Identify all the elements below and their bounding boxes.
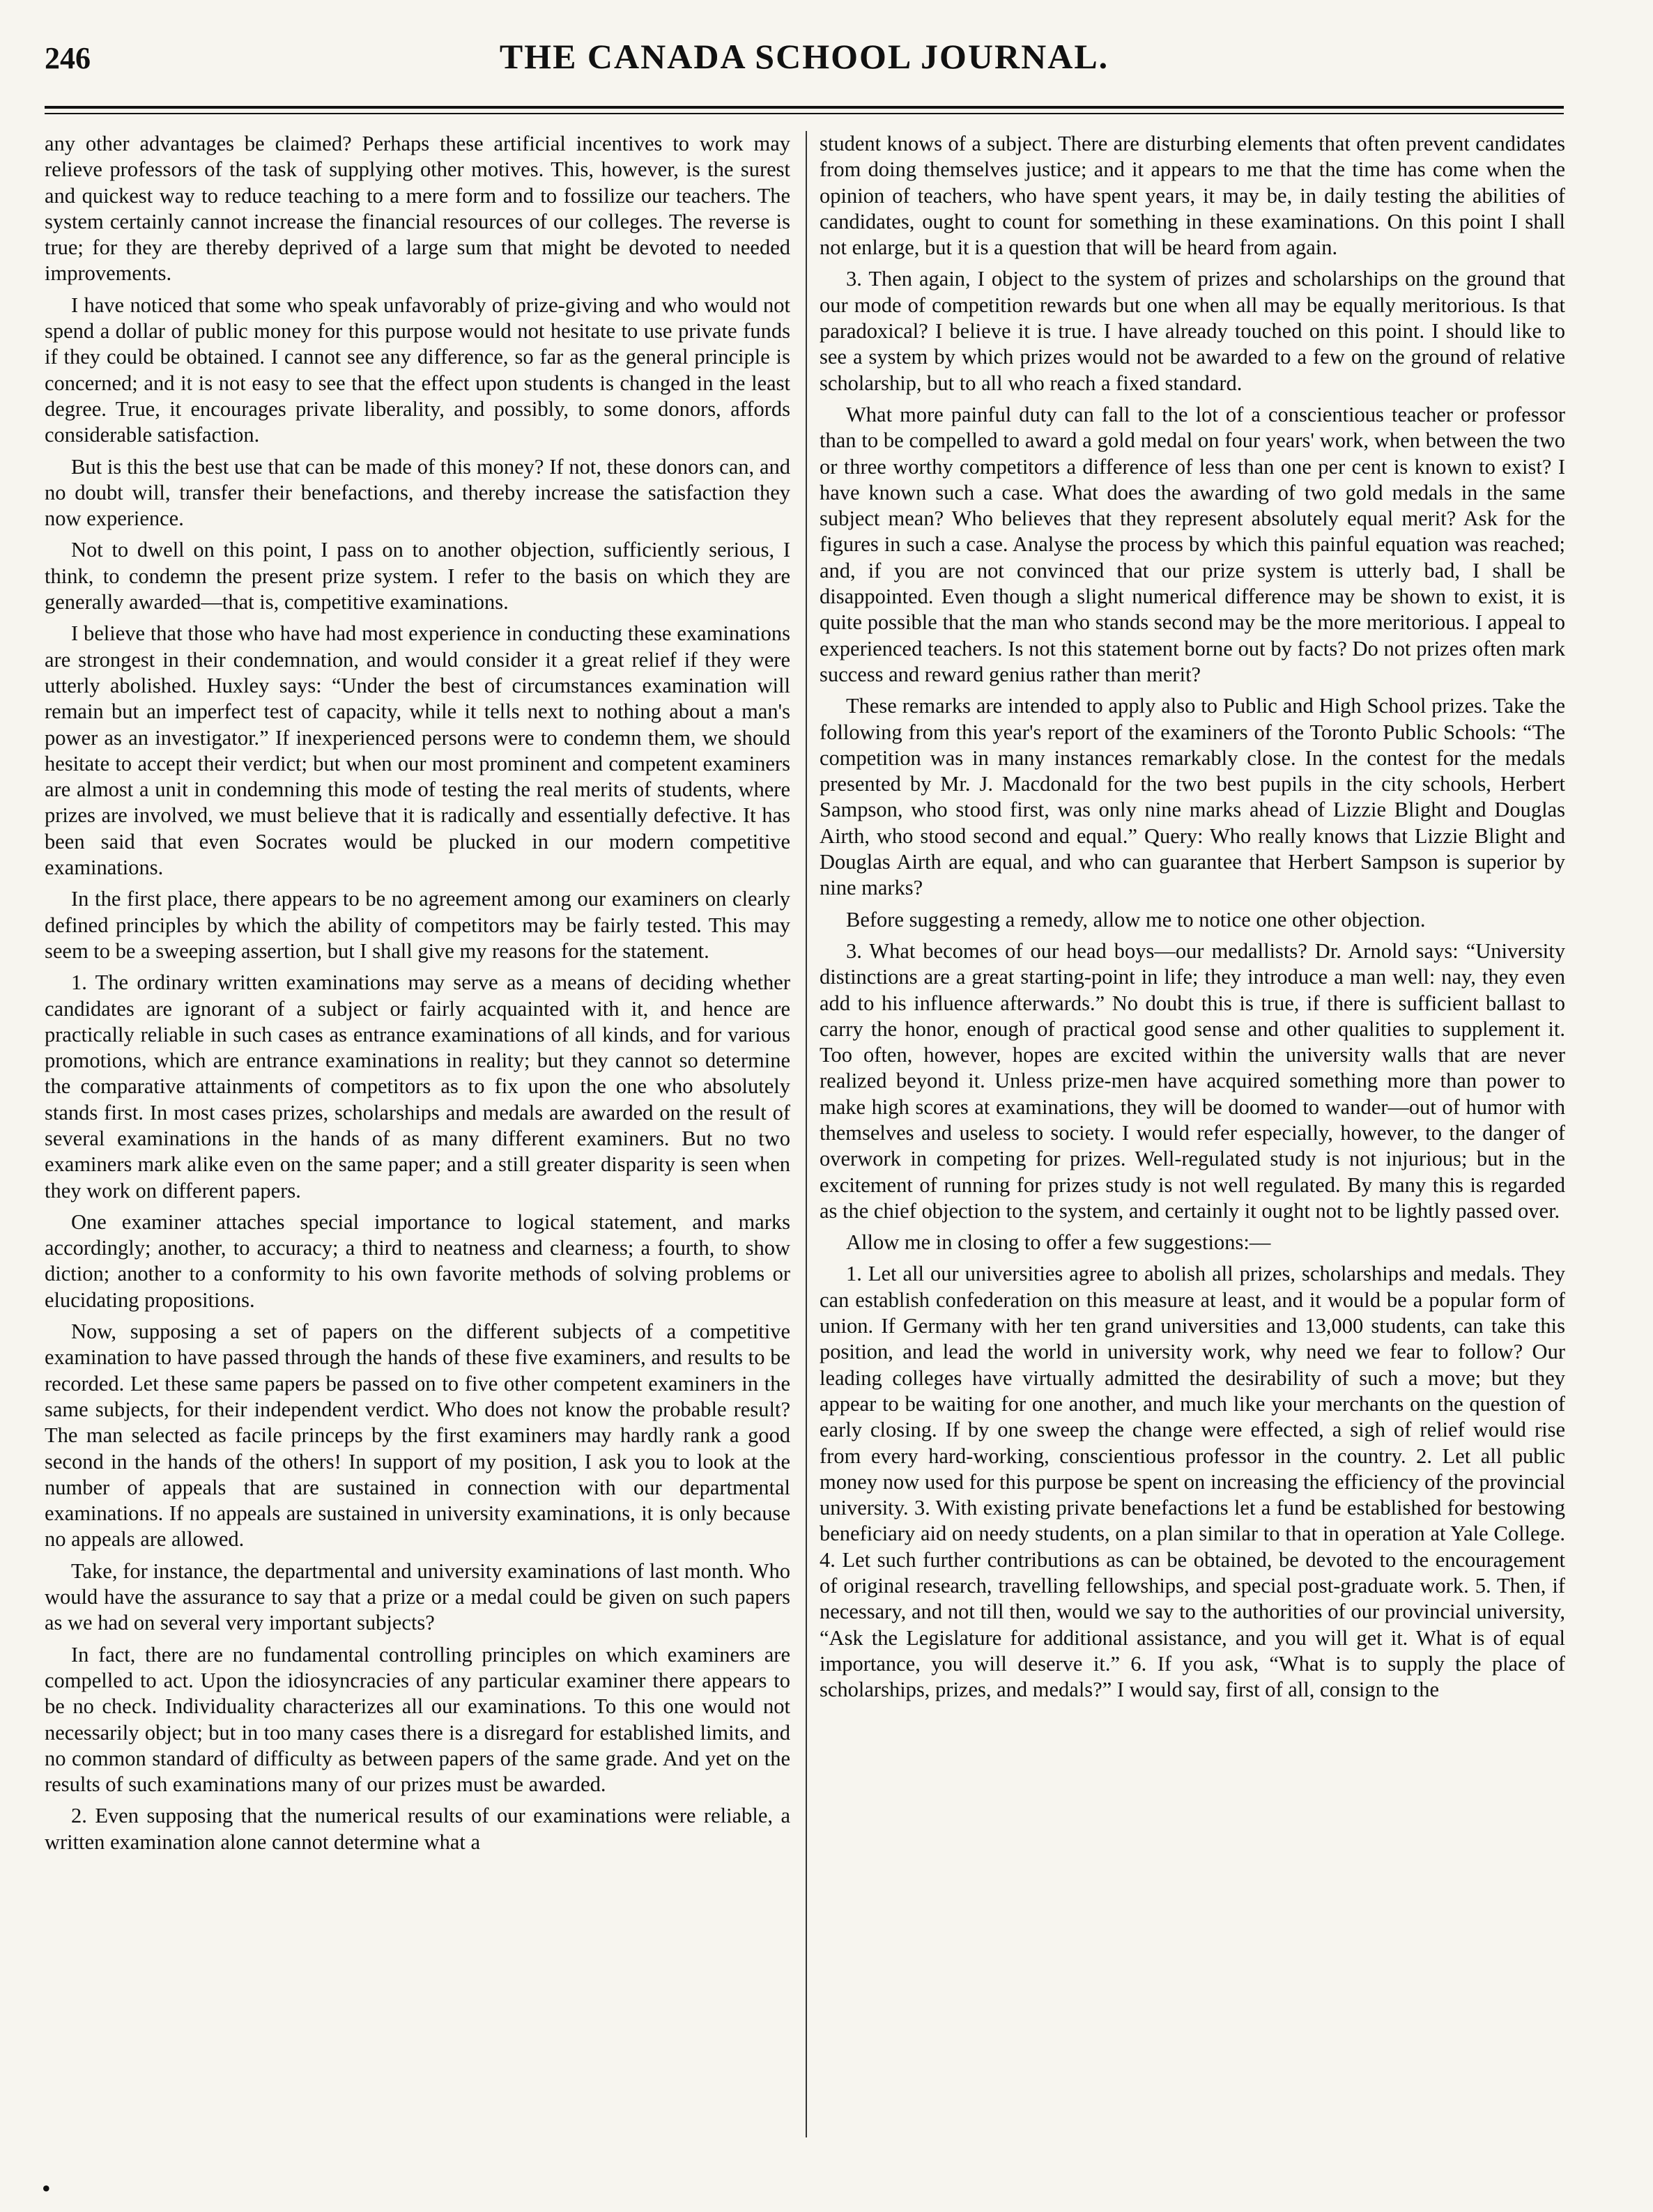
paragraph: student knows of a subject. There are disturbing elements that often prevent candidates from doing themselves justice; and it appears to me that the time has come when the opinion of teachers, who have spent years, it may be, in daily testing the abilities of candidates, ought to count for something in these examinations. On this point I shall not enlarge, but it is a question that will be heard from again. — [820, 132, 1565, 260]
paragraph: One examiner attaches special importance to logical statement, and marks accordingly; another, to accuracy; a third to neatness and clearness; a fourth, to show diction; another to a conformity to his own favorite methods of solving problems or elucidating propositions. — [45, 1209, 790, 1312]
paragraph: What more painful duty can fall to the lot of a conscientious teacher or professor than to be compelled to award a gold medal on four years' work, when between the two or three worthy competitors a difference of less than one per cent is known to exist? I have known such a case. What does the awarding of two gold medals in the same subject mean? Who believes that they represent absolutely equal merit? Ask for the figures in such a case. Analyse the process by which this painful equation was reached; and, if you are not convinced that our prize system is utterly bad, I shall be disappointed. Even though a slight numerical difference may be shown to exist, it is quite possible that the man who stands second may be the more meritorious. I appeal to experienced teachers. Is not this statement borne out by facts? Do not prizes often mark success and reward genius rather than merit? — [820, 402, 1565, 686]
running-title: THE CANADA SCHOOL JOURNAL. — [499, 37, 1109, 76]
paragraph: any other advantages be claimed? Perhaps these artificial incentives to work may relieve professors of the task of supplying other motives. This, however, is the surest and quickest way to reduce teaching to a mere form and to fossilize our teachers. The system certainly cannot increase the financial resources of our colleges. The reverse is true; for they are thereby deprived of a large sum that might be devoted to needed improvements. — [45, 132, 790, 286]
header-rule-thin — [45, 113, 1564, 114]
paragraph: Not to dwell on this point, I pass on to another objection, sufficiently serious, I think, to condemn the present prize system. I refer to the basis on which they are generally awarded—that is, competitive examinations. — [45, 538, 790, 614]
paragraph: In the first place, there appears to be no agreement among our examiners on clearly defined principles by which the ability of competitors may be fairly tested. This may seem to be a sweeping assertion, but I shall give my reasons for the statement. — [45, 887, 790, 963]
paragraph: Allow me in closing to offer a few suggestions:— — [846, 1230, 1271, 1255]
paragraph: 1. Let all our universities agree to abolish all prizes, scholarships and medals. They can establish confederation on this measure at least, and it would be a popular form of union. If Germany with her ten grand universities and 13,000 students, can take this position, and lead the world in university work, why need we fear to follow? Our leading colleges have virtually admitted the desirability of such a move; but they appear to be waiting for one another, and much like your merchants on the question of early closing. If by one sweep the change were effected, a sigh of relief would rise from every hard-working, conscientious professor in the country. 2. Let all public money now used for this purpose be spent on increasing the efficiency of the provincial university. 3. With existing private benefactions let a fund be established for bestowing beneficiary aid on needy students, on a plan similar to that in operation at Yale College. 4. Let such further contributions as can be obtained, be devoted to the encouragement of original research, travelling fellowships, and special post-graduate work. 5. Then, if necessary, and not till then, would we say to the authorities of our provincial university, “Ask the Legislature for additional assistance, and you will get it. What is of equal importance, you will deserve it.” 6. If you ask, “What is to supply the place of scholarships, prizes, and medals?” I would say, first of all, consign to the — [820, 1262, 1565, 1702]
left-column — [45, 131, 790, 2137]
page-number: 246 — [45, 41, 91, 75]
footer-mark: • — [42, 2174, 51, 2202]
paragraph: I believe that those who have had most experience in conducting these examinations are strongest in their condemnation, and would consider it a great relief if they were utterly abolished. Huxley says: “Under the best of circumstances examination will remain but an imperfect test of capacity, while it tells next to nothing about a man's power as an investigator.” If inexperienced persons were to condemn them, we should hesitate to accept their verdict; but when our most prominent and competent examiners are almost a unit in condemning this mode of testing the real merits of students, where prizes are involved, we must believe that it is radically and essentially defective. It has been said that even Socrates would be plucked in our modern competitive examinations. — [45, 621, 790, 880]
page-header — [45, 33, 1564, 96]
paragraph: 2. Even supposing that the numerical results of our examinations were reliable, a written examination alone cannot determine what a — [45, 1804, 790, 1854]
paragraph: I have noticed that some who speak unfavorably of prize-giving and who would not spend a dollar of public money for this purpose would not hesitate to use private funds if they could be obtained. I cannot see any difference, so far as the general principle is concerned; and it is not easy to see that the effect upon students is changed in the least degree. True, it encourages private liberality, and possibly, to some donors, affords considerable satisfaction. — [45, 293, 790, 447]
right-column — [820, 131, 1565, 2137]
column-divider — [806, 131, 807, 2137]
paragraph: 1. The ordinary written examinations may serve as a means of deciding whether candidates are ignorant of a subject or fairly acquainted with it, and hence are practically reliable in such cases as entrance examinations of all kinds, and for various promotions, which are entrance examinations in reality; but they cannot so determine the comparative attainments of competitors as to fix upon the one who absolutely stands first. In most cases prizes, scholarships and medals are awarded on the result of several examinations in the hands of as many different examiners. But no two examiners mark alike even on the same paper; and a still greater disparity is seen when they work on different papers. — [45, 970, 790, 1202]
paragraph: But is this the best use that can be made of this money? If not, these donors can, and no doubt will, transfer their benefactions, and thereby increase the satisfaction they now experience. — [45, 454, 790, 531]
paragraph: In fact, there are no fundamental controlling principles on which examiners are compelled to act. Upon the idiosyncracies of any particular examiner there appears to be no check. Individuality characterizes all our examinations. To this one would not necessarily object; but in too many cases there is a disregard for established limits, and no common standard of difficulty as between papers of the same grade. And yet on the results of such examinations many of our prizes must be awarded. — [45, 1642, 790, 1797]
paragraph: Before suggesting a remedy, allow me to notice one other objection. — [846, 907, 1426, 931]
header-rule-thick — [45, 106, 1564, 109]
paragraph: 3. What becomes of our head boys—our medallists? Dr. Arnold says: “University distinctions are a great starting-point in life; they introduce a man well: nay, they even add to his influence afterwards.” No doubt this is true, if there is sufficient ballast to carry the honor, enough of practical good sense and other qualities to supplement it. Too often, however, hopes are excited within the university walls that are never realized beyond it. Unless prize-men have acquired something more than power to make high scores at examinations, they will be doomed to wander—out of humor with themselves and useless to society. I would refer especially, however, to the danger of overwork in competing for prizes. Well-regulated study is not injurious; but in the excitement of running for prizes study is not well regulated. By many this is regarded as the chief objection to the system, and certainly it ought not to be lightly passed over. — [820, 938, 1565, 1223]
paragraph: Take, for instance, the departmental and university examinations of last month. Who would have the assurance to say that a prize or a medal could be given on such papers as we had on several very important subjects? — [45, 1559, 790, 1635]
paragraph: These remarks are intended to apply also to Public and High School prizes. Take the following from this year's report of the examiners of the Toronto Public Schools: “The competition was in many instances remarkably close. In the contest for the medals presented by Mr. J. Macdonald for the two best pupils in the city schools, Herbert Sampson, who stood first, was only nine marks ahead of Lizzie Blight and Douglas Airth, who stood second and equal.” Query: Who really knows that Lizzie Blight and Douglas Airth are equal, and who can guarantee that Herbert Sampson is superior by nine marks? — [820, 694, 1565, 900]
paragraph: 3. Then again, I object to the system of prizes and scholarships on the ground that our mode of competition rewards but one when all may be equally meritorious. Is that paradoxical? I believe it is true. I have already touched on this point. I should like to see a system by which prizes would not be awarded to a few on the ground of relative scholarship, but to all who reach a fixed standard. — [820, 267, 1565, 395]
paragraph: Now, supposing a set of papers on the different subjects of a competitive examination to have passed through the hands of these five examiners, and results to be recorded. Let these same papers be passed on to five other competent examiners in the same subjects, for their independent verdict. Who does not know the probable result? The man selected as facile princeps by the first examiners may hardly rank a good second in the hands of the others! In support of my position, I ask you to look at the number of appeals that are sustained in connection with our departmental examinations. If no appeals are sustained in university examinations, it is only because no appeals are allowed. — [45, 1320, 790, 1552]
